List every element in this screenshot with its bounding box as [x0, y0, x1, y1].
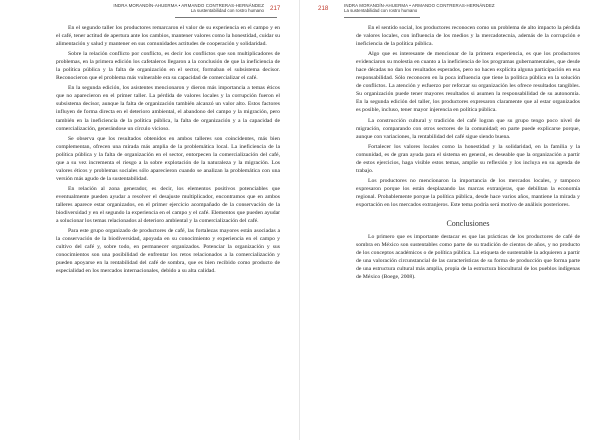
paragraph: La construcción cultural y tradición del café logran que su grupo tengo poco nivel de migración, comparando con otros sectores de la comunidad; en parte puede explicarse porque, aunque con variaciones, la rentabilidad del café sigue siendo buena. — [356, 117, 580, 140]
right-page — [300, 0, 600, 440]
paragraph: Los productores no mencionaron la importancia de los mercados locales, y tampoco expresaron porque los están desplazando las marcas extranjeras, que debilitan la economía regional. Probablemente porque la política pública, desde hace varios años, mantiene la mirada y exportación en los mercados extranjeros. Este tema podría será motivo de análisis posteriores. — [356, 177, 580, 208]
running-head — [344, 3, 495, 14]
running-head-title: La sustentabilidad con rostro humano — [190, 8, 264, 14]
page-number: 218 — [318, 5, 329, 12]
paragraph: En el sentido social, los productores reconocen como un problema de alto impacto la pérdida de valores locales, con influencia de los medios y la mercadotecnia, además de la corrupción e ineficiencia de la política pública. — [356, 25, 580, 48]
paragraph: En el segundo taller los productores remarcaron el valor de su experiencia en el campo y en el café, tener actitud de apertura ante los cambios, mantener valores como la honestidad, cuidar su alimentación y salud y mantener en sus comunidades actitudes de cooperación y solidaridad. — [56, 25, 280, 48]
section-heading: Conclusiones — [446, 219, 490, 229]
page-body — [356, 24, 580, 283]
running-head-authors: INDRA MORANDÍN-AHUERMA • ARMANDO CONTRERAS-HERNÁNDEZ — [344, 3, 495, 8]
paragraph: En la segunda edición, los asistentes mencionaron y dieron más importancia a temas éticos que no aparecieron en el primer taller. La pérdida de valores locales y la corrupción fueron el subsistema decisor, aunque la falta de organización también alcanzó un valor alto. Estos factores influyen de forma directa en el deterioro ambiental, el abandono del campo y la migración, pero también en la ineficiencia de la política pública, la falta de organización y a la capacidad de comercialización, generándose un círculo vicioso. — [56, 85, 280, 132]
paragraph: Para este grupo organizado de productores de café, las fortalezas mayores están asociadas a la conservación de la biodiversidad, apoyada en su conocimiento y experiencia en el campo y cultivo del café y, sobre todo, en permanecer organizados. Potenciar la organización y sus conocimientos son una posibilidad de enfrentar los retos relacionados a la comercialización y pueden apoyarse en la rentabilidad del café de sombra, que es bien recibido como producto de especialidad en los mercados internacionales, debido a su alta calidad. — [56, 228, 280, 275]
header-rule — [175, 17, 277, 18]
paragraph: En relación al zona generador, es decir, los elementos positivos potenciables que eventualmente pueden ayudar a resolver el desajuste multiplicador, encontramos que en ambos talleres aparece estar organizados, en el primer ejercicio acompañado de la conservación de la biodiversidad y en el segundo la experiencia en el campo y el café. Elementos que pueden ayudar a solucionar los temas relacionados al deterioro ambiental y la comercialización del café. — [56, 185, 280, 225]
running-head — [113, 3, 264, 14]
paragraph: Lo primero que es importante destacar es que las prácticas de los productores de café de sombra en México son sustentables como parte de su tradición de cientos de años, y no producto de los conceptos académicos o de política pública. La etiqueta de sustentable la adquieren a partir de una valoración circunstancial de las características de su forma de producción que forma parte de una estructura cultural más amplia, propia de la estructura biocultural de los pueblos indígenas de México (Boege, 2008). — [356, 234, 580, 281]
header-rule — [344, 17, 420, 18]
page-body — [56, 24, 280, 277]
running-head-title: La sustentabilidad con rostro humano — [344, 8, 418, 14]
paragraph: Sobre la relación conflicto por conflicto, es decir los conflictos que son multiplicadores de problemas, en la primera edición los cafetaleros llegaron a la conclusión de que la ineficiencia de la política pública y la falta de organización en el sector, formaban el subsistema decisor. Reconocieron que el problema más vulnerable era su capacidad de comercializar el café. — [56, 51, 280, 82]
running-head-authors: INDRA MORANDÍN-AHUERMA • ARMANDO CONTRERAS-HERNÁNDEZ — [113, 3, 264, 8]
paragraph: Algo que es interesante de mencionar de la primera experiencia, es que los productores evidenciaron su molestia en cuanto a la ineficiencia de los programas gubernamentales, que desde hace décadas no dan los resultados esperados, pero no hacen explícita alguna participación en esa responsabilidad. Sólo reconocen en la poca influencia que tiene la política pública en la solución de conflictos. La atención y esfuerzo por reforzar su organización les ofrece resultados tangibles. Su organización puede tener mayores resultados si asumen la responsabilidad de su autonomía. En la segunda edición del taller, los productores expresaron claramente que al estar organizados es posible, incluso, tener mayor injerencia en política pública. — [356, 51, 580, 114]
page-number: 217 — [270, 5, 281, 12]
paragraph: Se observa que los resultados obtenidos en ambos talleres son coincidentes, más bien complementan, ofrecen una mirada más amplia de la problemática local. La ineficiencia de la política pública y la falta de organización en el sector, entorpecen la comercialización del café, que a su vez incrementa el riesgo a la sobre explotación de la naturaleza y la migración. Los valores éticos y problemas sociales sólo aparecieron cuando se analizan la problemática con una versión más agudo de la sustentabilidad. — [56, 135, 280, 182]
paragraph: Fortalecer los valores locales como la honestidad y la solidaridad, en la familia y la comunidad, es de gran ayuda para el sistema en general, es deseable que la organización a partir de estos ejercicios, haga visible estos temas, amplíe su reflexión y los incluya en su agenda de trabajo. — [356, 143, 580, 174]
